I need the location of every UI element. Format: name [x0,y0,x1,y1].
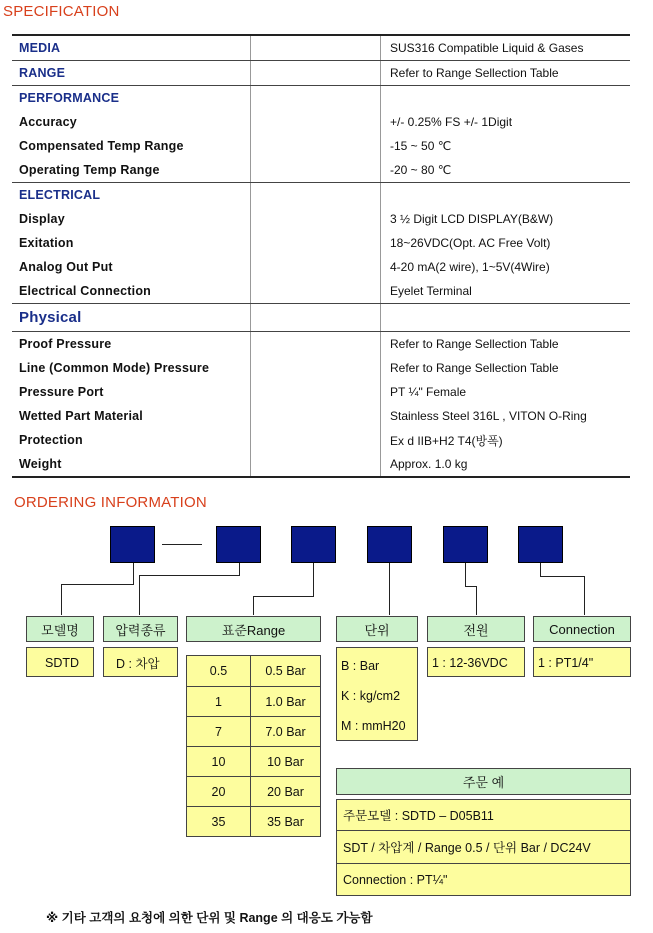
connector-line [253,596,254,615]
spec-row [12,134,630,158]
spec-label: Wetted Part Material [19,409,143,423]
spec-blank-cell [250,86,380,110]
spec-value: +/- 0.25% FS +/- 1Digit [380,110,630,134]
range-label: 0.5 Bar [265,664,306,678]
range-label: 7.0 Bar [265,724,306,739]
spec-value: -15 ~ 50 ℃ [380,134,630,158]
spec-value: SUS316 Compatible Liquid & Gases [380,36,630,60]
connector-line [313,563,314,596]
spec-value: Eyelet Terminal [380,279,630,303]
spec-label: Proof Pressure [19,337,112,351]
spec-blank-cell [250,356,380,380]
order-example-line: Connection : PT¼" [337,863,630,895]
spec-row [12,304,630,331]
range-row [187,686,320,716]
range-row [187,656,320,686]
spec-row [12,207,630,231]
range-label: 20 Bar [267,784,304,799]
spec-blank-cell [250,231,380,255]
spec-label: Line (Common Mode) Pressure [19,361,210,375]
spec-label: MEDIA [19,41,61,55]
spec-value: Approx. 1.0 kg [380,452,630,476]
connector-line [139,575,140,615]
range-label: 1.0 Bar [265,694,306,709]
range-row [187,716,320,746]
connector-line [139,575,240,576]
unit-option: M : mmH20 [341,719,406,733]
connector-line [540,576,585,577]
range-code: 10 [187,747,251,776]
spec-row [12,36,630,60]
header-unit: 단위 [336,616,418,642]
model-value: SDTD [45,656,80,670]
spec-row [12,452,630,476]
connection-value-box [533,647,631,677]
unit-option: B : Bar [341,659,380,673]
spec-blank-cell [250,428,380,452]
range-code: 35 [187,807,251,836]
spec-label: Weight [19,457,62,471]
range-label: 10 Bar [267,754,304,769]
range-code: 0.5 [187,656,251,686]
spec-blank-cell [250,279,380,303]
unit-option: K : kg/cm2 [341,689,401,703]
specification-title: SPECIFICATION [3,3,120,20]
connector-line [540,563,541,576]
spec-value: 4-20 mA(2 wire), 1~5V(4Wire) [380,255,630,279]
connector-line [61,584,62,615]
connection-value: 1 : PT1/4" [538,656,594,670]
spec-group [12,303,630,331]
spec-label: RANGE [19,66,66,80]
range-row [187,746,320,776]
spec-value: Stainless Steel 316L , VITON O-Ring [380,404,630,428]
range-code: 20 [187,777,251,806]
header-model: 모델명 [26,616,94,642]
spec-value: -20 ~ 80 ℃ [380,158,630,182]
spec-blank-cell [250,404,380,428]
spec-blank-cell [250,183,380,207]
ordering-information-title: ORDERING INFORMATION [14,494,207,511]
order-example-line: 주문모델 : SDTD – D05B11 [343,809,494,823]
connector-line [61,584,134,585]
spec-blank-cell [250,452,380,476]
spec-row [12,158,630,182]
code-box-pressure-type [216,526,261,563]
order-example-header: 주문 예 [336,768,631,795]
spec-value [380,86,630,110]
spec-group [12,60,630,85]
spec-label: Compensated Temp Range [19,139,184,153]
spec-label: Protection [19,433,83,447]
connector-line [239,563,240,575]
code-box-connection [518,526,563,563]
spec-group [12,331,630,476]
spec-label: Exitation [19,236,74,250]
specification-table [12,34,630,478]
spec-label: Accuracy [19,115,77,129]
spec-blank-cell [250,255,380,279]
spec-row [12,279,630,303]
spec-blank-cell [250,332,380,356]
range-label: 35 Bar [267,814,304,829]
spec-label: Analog Out Put [19,260,113,274]
spec-row [12,231,630,255]
spec-blank-cell [250,207,380,231]
spec-row [12,255,630,279]
code-box-range [291,526,336,563]
spec-blank-cell [250,36,380,60]
header-standard-range: 표준Range [186,616,321,642]
spec-row [12,86,630,110]
spec-blank-cell [250,380,380,404]
header-pressure-type: 압력종류 [103,616,178,642]
spec-value: 18~26VDC(Opt. AC Free Volt) [380,231,630,255]
spec-label: Physical [19,309,82,326]
range-row [187,806,320,836]
pressure-type-value-box [103,647,178,677]
spec-value: PT ¼" Female [380,380,630,404]
spec-value: Ex d IIB+H2 T4(방폭) [380,428,630,452]
spec-blank-cell [250,61,380,85]
spec-blank-cell [250,110,380,134]
dash-line [162,544,202,545]
spec-row [12,428,630,452]
range-code: 1 [187,687,251,716]
order-example-line: SDT / 차압계 / Range 0.5 / 단위 Bar / DC24V [337,830,630,863]
connector-line [476,586,477,615]
unit-list [336,647,418,741]
range-code: 7 [187,717,251,746]
spec-label: Display [19,212,65,226]
header-power: 전원 [427,616,525,642]
order-example-box [336,799,631,896]
spec-label: Operating Temp Range [19,163,160,177]
spec-row [12,183,630,207]
spec-label: ELECTRICAL [19,188,101,202]
spec-label: Electrical Connection [19,284,152,298]
spec-row [12,380,630,404]
spec-group [12,182,630,303]
header-connection: Connection [533,616,631,642]
connector-line [389,563,390,615]
code-box-model [110,526,155,563]
spec-value [380,304,630,331]
spec-blank-cell [250,134,380,158]
spec-value [380,183,630,207]
connector-line [133,563,134,584]
code-box-power [443,526,488,563]
spec-label: PERFORMANCE [19,91,120,105]
range-row [187,776,320,806]
spec-row [12,61,630,85]
code-box-unit [367,526,412,563]
spec-row [12,110,630,134]
spec-blank-cell [250,158,380,182]
power-value: 1 : 12-36VDC [432,656,508,670]
spec-row [12,332,630,356]
connector-line [253,596,314,597]
spec-label: Pressure Port [19,385,104,399]
spec-row [12,356,630,380]
footnote: ※ 기타 고객의 요청에 의한 단위 및 Range 의 대응도 가능함 [46,911,373,925]
spec-group [12,85,630,182]
spec-value: Refer to Range Sellection Table [380,332,630,356]
spec-value: Refer to Range Sellection Table [380,356,630,380]
spec-value: 3 ½ Digit LCD DISPLAY(B&W) [380,207,630,231]
power-value-box [427,647,525,677]
model-value-box [26,647,94,677]
connector-line [584,576,585,615]
spec-row [12,404,630,428]
spec-blank-cell [250,304,380,331]
pressure-type-value: D : 차압 [116,657,160,671]
spec-value: Refer to Range Sellection Table [380,61,630,85]
spec-group [12,36,630,60]
range-table [186,655,321,837]
connector-line [465,563,466,586]
